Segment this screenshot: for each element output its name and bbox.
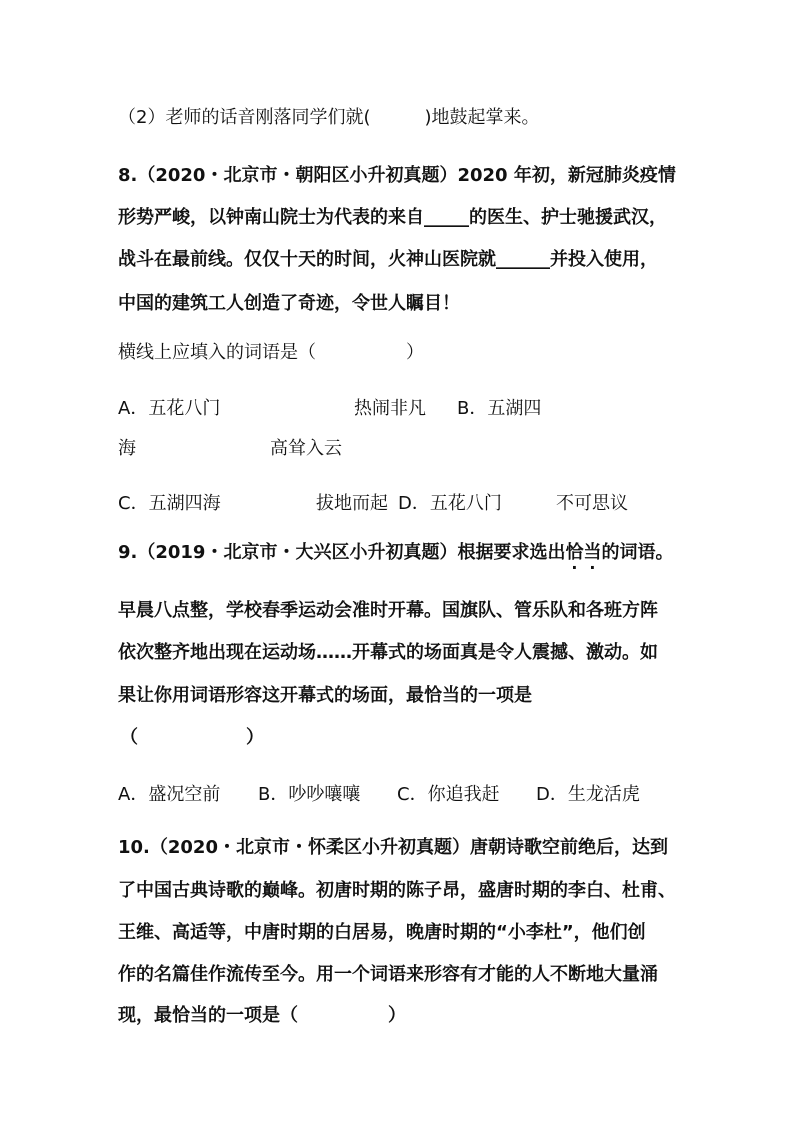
- q8-option-b-continued: 海: [118, 438, 136, 459]
- q9-heading-pre: 9.（2019・北京市・大兴区小升初真题）根据要求选出: [118, 542, 566, 563]
- q9-answer-bracket: （ ）: [120, 727, 264, 748]
- q10-line-4: 作的名篇佳作流传至今。用一个词语来形容有才能的人不断地大量涌: [118, 964, 658, 985]
- q8-option-c-word2: 拔地而起: [316, 493, 388, 514]
- q8-line-4: 中国的建筑工人创造了奇迹，令世人瞩目！: [118, 293, 460, 314]
- q8-option-a-word2: 热闹非凡: [354, 398, 426, 419]
- q9-emphasis-char-1: 恰: [565, 542, 584, 563]
- q8-option-b-word2: 高耸入云: [270, 438, 342, 459]
- q8-line-3: 战斗在最前线。仅仅十天的时间，火神山医院就______并投入使用，: [118, 249, 658, 270]
- q8-prompt: 横线上应填入的词语是（ ）: [118, 342, 424, 363]
- q8-option-d-word2: 不可思议: [556, 493, 628, 514]
- q8-option-b-label: B．五湖四: [457, 398, 542, 419]
- q9-emphasis-char-2: 当: [583, 542, 602, 563]
- q9-line-3: 果让你用词语形容这开幕式的场面，最恰当的一项是: [118, 685, 532, 706]
- q9-heading-post: 的词语。: [601, 542, 674, 563]
- q10-line-2: 了中国古典诗歌的巅峰。初唐时期的陈子昂，盛唐时期的李白、杜甫、: [118, 880, 676, 901]
- q9-option-a: A．盛况空前: [118, 784, 221, 805]
- q9-option-d: D．生龙活虎: [536, 784, 640, 805]
- q8-option-c-label: C．五湖四海: [118, 493, 221, 514]
- q9-line-1: 早晨八点整，学校春季运动会准时开幕。国旗队、管乐队和各班方阵: [118, 600, 658, 621]
- q9-line-2: 依次整齐地出现在运动场……开幕式的场面真是令人震撼、激动。如: [118, 642, 658, 663]
- q10-line-5: 现，最恰当的一项是（ ）: [118, 1005, 406, 1026]
- q10-line-3: 王维、高适等，中唐时期的白居易，晚唐时期的“小李杜”，他们创: [118, 922, 646, 943]
- q8-line-1: 8.（2020・北京市・朝阳区小升初真题）2020 年初，新冠肺炎疫情: [118, 165, 676, 186]
- q8-option-d-label: D．五花八门: [398, 493, 502, 514]
- q8-option-a-label: A．五花八门: [118, 398, 221, 419]
- q9-heading: [118, 541, 673, 565]
- q9-option-b: B．吵吵嚷嚷: [258, 784, 361, 805]
- q8-line-2: 形势严峻，以钟南山院士为代表的来自_____的医生、护士驰援武汉，: [118, 207, 667, 228]
- q9-option-c: C．你追我赶: [397, 784, 500, 805]
- q7-part2-text: （2）老师的话音刚落同学们就( )地鼓起掌来。: [118, 107, 540, 128]
- q10-line-1: 10.（2020・北京市・怀柔区小升初真题）唐朝诗歌空前绝后，达到: [118, 837, 668, 858]
